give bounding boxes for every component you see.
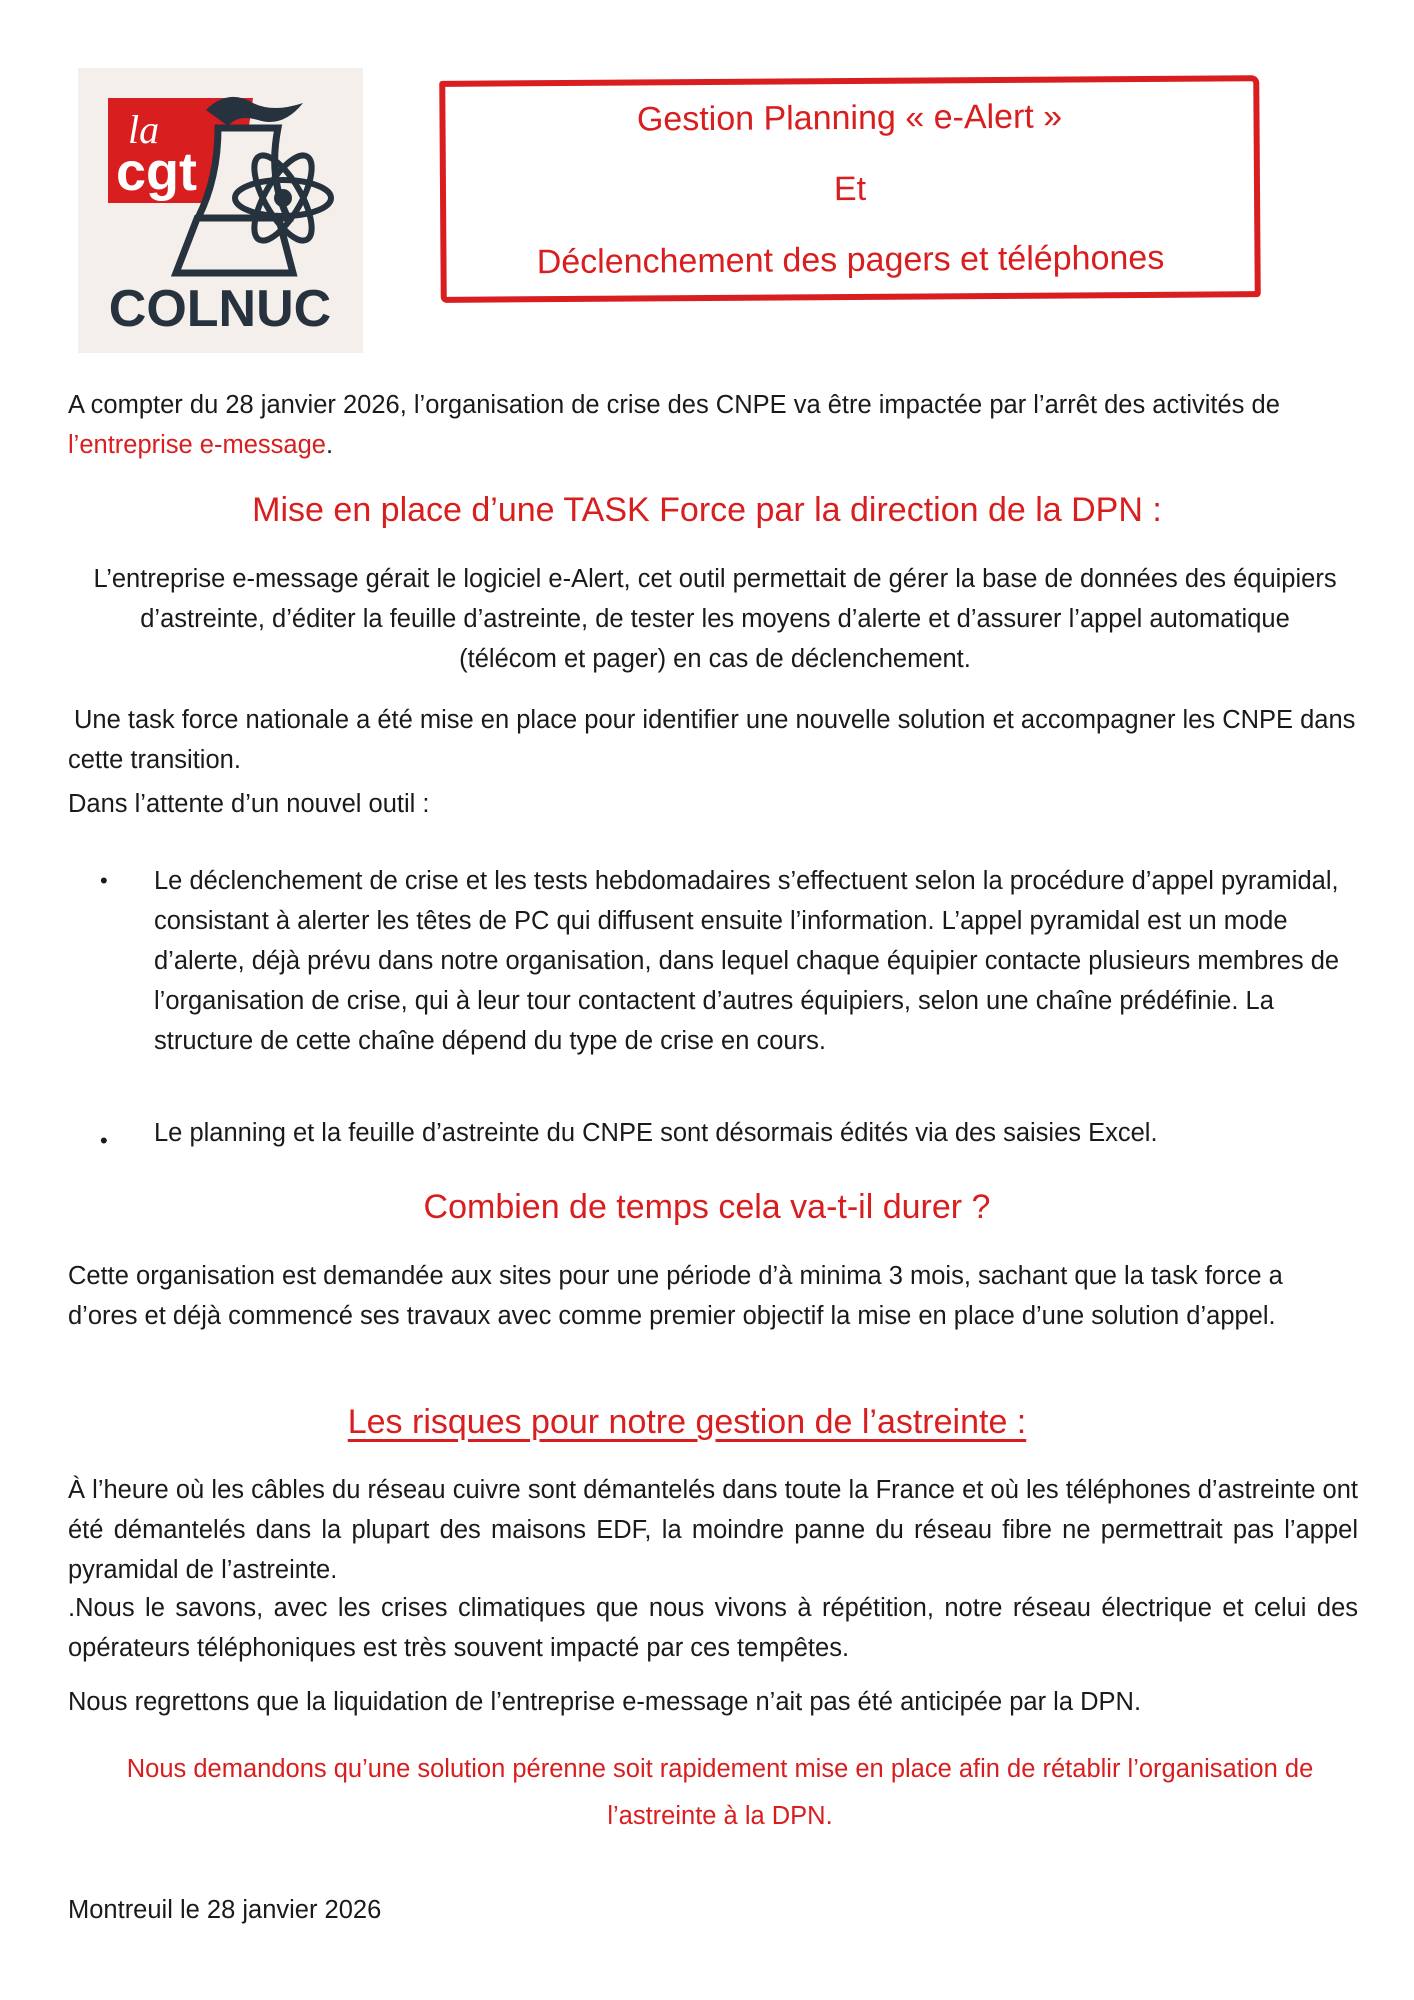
e-alert-description: L’entreprise e-message gérait le logiciel e-Alert, cet outil permettait de gérer la base de données des équipiers d’astreinte, d’éditer la feuille d’astreinte, de tester les moyens d’alerte et d’assurer l’appel automatique (télécom et pager) en cas de déclenchement. — [93, 565, 1337, 673]
title-line-1: Gestion Planning « e-Alert » — [636, 97, 1063, 139]
intro-text: A compter du 28 janvier 2026, l’organisation de crise des CNPE va être impactée par l’arrêt des activités de — [68, 391, 1280, 419]
bullet-text: Le déclenchement de crise et les tests hebdomadaires s’effectuent selon la procédure d’appel pyramidal, consistant à alerter les têtes de PC qui diffusent ensuite l’information. L’appel pyramidal est un mode d’alerte, déjà prévu dans notre organisation, dans lequel chaque équipier contacte plusieurs membres de l’organisation de crise, qui à leur tour contactent d’autres équipiers, selon une chaîne prédéfinie. La structure de cette chaîne dépend du type de crise en cours. — [154, 867, 1340, 1055]
demand-statement: Nous demandons qu’une solution pérenne soit rapidement mise en place afin de rétablir l’organisation de l’astreinte à la DPN. — [126, 1755, 1314, 1830]
logo-la-text: la — [128, 107, 160, 152]
logo-graphic — [78, 68, 363, 353]
section-heading-risks — [0, 1402, 1394, 1442]
section-heading-risks-text: Les risques pour notre gestion de l’astreinte : — [347, 1403, 1027, 1441]
section-heading-task-force: Mise en place d’une TASK Force par la direction de la DPN : — [252, 491, 1162, 529]
duration-paragraph: Cette organisation est demandée aux sites pour une période d’à minima 3 mois, sachant que la task force a d’ores et déjà commencé ses travaux avec comme premier objectif la mise en place d’une solution d’appel. — [68, 1262, 1283, 1330]
risks-paragraph-3: Nous regrettons que la liquidation de l’entreprise e-message n’ait pas été anticipée par la DPN. — [68, 1688, 1142, 1716]
title-box — [439, 75, 1261, 303]
risks-paragraph-2: .Nous le savons, avec les crises climatiques que nous vivons à répétition, notre réseau électrique et celui des opérateurs téléphoniques est très souvent impacté par ces tempêtes. — [68, 1594, 1358, 1662]
intro-end: . — [325, 431, 334, 459]
bullet-text: Le planning et la feuille d’astreinte du CNPE sont désormais édités via des saisies Excel. — [154, 1119, 1158, 1147]
title-line-2: Et — [833, 169, 867, 209]
waiting-paragraph: Dans l’attente d’un nouvel outil : — [68, 790, 430, 818]
logo-colnuc-text: COLNUC — [108, 280, 332, 338]
section-heading-duration: Combien de temps cela va-t-il durer ? — [423, 1188, 991, 1226]
bullet-symbol: • — [100, 1128, 108, 1153]
signature-date: Montreuil le 28 janvier 2026 — [68, 1896, 382, 1924]
risks-paragraph-1: À l’heure où les câbles du réseau cuivre sont démantelés dans toute la France et où les téléphones d’astreinte ont été démantelés dans la plupart des maisons EDF, la moindre panne du réseau fibre ne permettrait pas l’appel pyramidal de l’astreinte. — [68, 1476, 1358, 1584]
logo-cgt-text: cgt — [116, 142, 197, 202]
bullet-symbol: • — [100, 868, 108, 893]
cgt-colnuc-logo — [78, 68, 363, 353]
intro-paragraph — [68, 385, 1358, 465]
title-line-3: Déclenchement des pagers et téléphones — [536, 238, 1165, 282]
task-force-paragraph: Une task force nationale a été mise en place pour identifier une nouvelle solution et accompagner les CNPE dans cette transition. — [68, 706, 1356, 774]
intro-highlight: l’entreprise e-message — [68, 431, 326, 459]
